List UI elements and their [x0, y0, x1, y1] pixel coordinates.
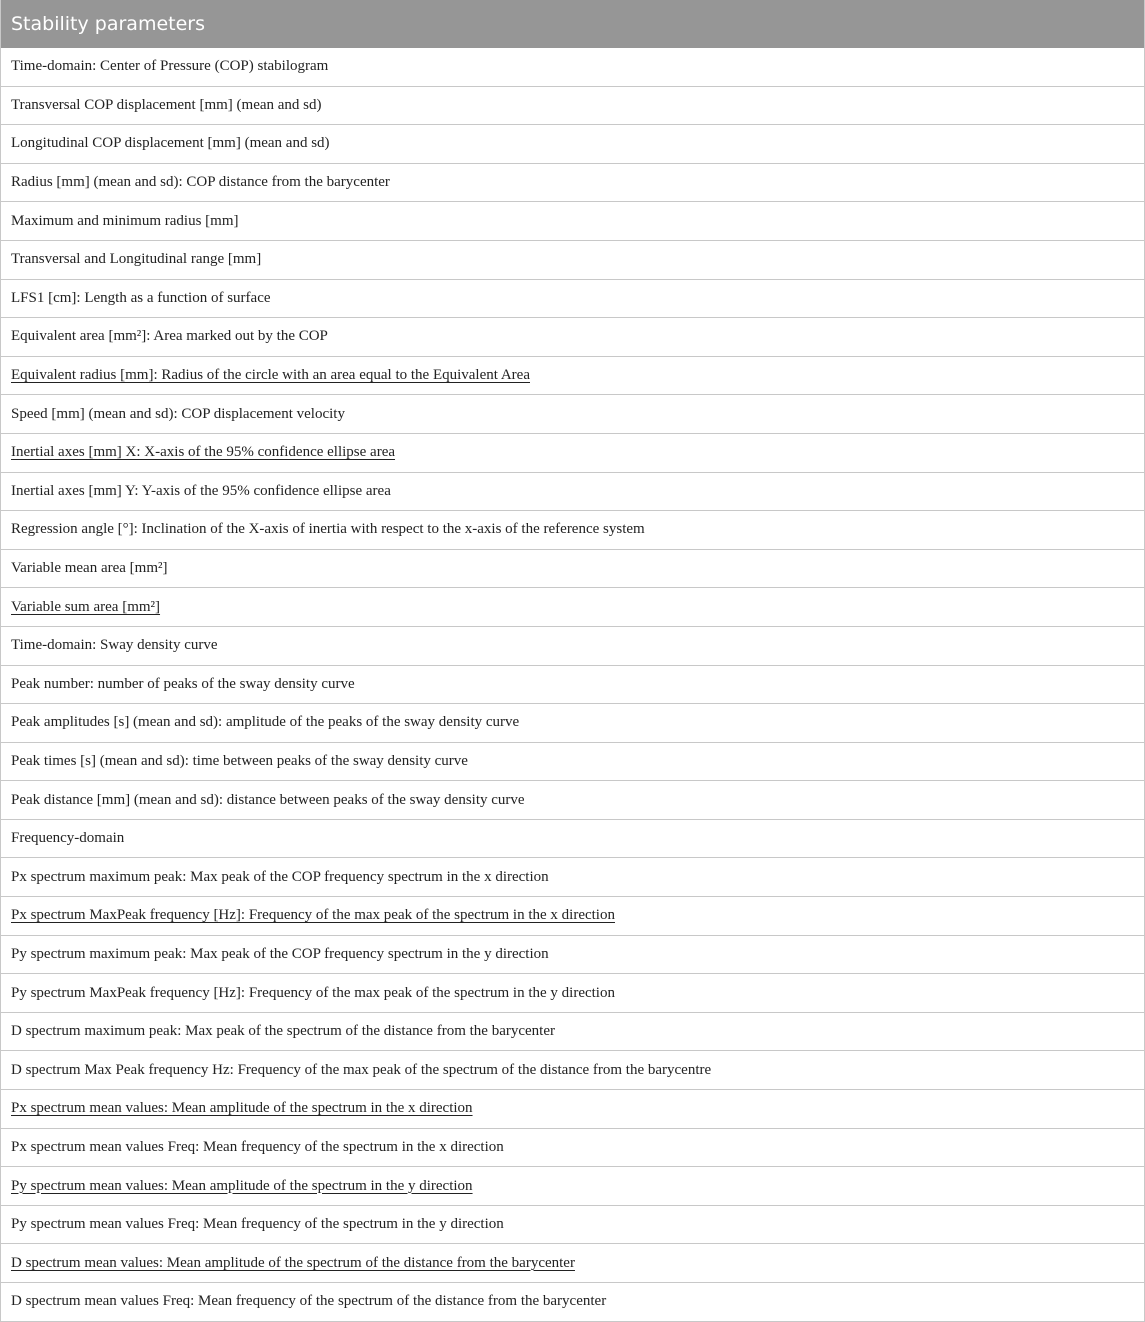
table-row — [1, 627, 1144, 666]
table-row — [1, 1013, 1144, 1052]
table-cell: Radius [mm] (mean and sd): COP distance from the barycenter — [11, 174, 390, 191]
table-cell: D spectrum mean values Freq: Mean frequency of the spectrum of the distance from the barycenter — [11, 1293, 607, 1310]
table-cell: Peak number: number of peaks of the sway density curve — [11, 675, 355, 692]
table-row — [1, 280, 1144, 319]
table-header-label: Stability parameters — [11, 13, 205, 35]
table-row — [1, 897, 1144, 936]
table-row — [1, 1283, 1144, 1322]
table-cell: Inertial axes [mm] X: X-axis of the 95% confidence ellipse area — [11, 444, 396, 461]
table-cell: Regression angle [°]: Inclination of the X-axis of inertia with respect to the x-axis of the reference system — [11, 521, 645, 538]
table-row — [1, 1051, 1144, 1090]
table-cell: Frequency-domain — [11, 830, 125, 847]
table-cell: LFS1 [cm]: Length as a function of surface — [11, 289, 271, 306]
table-row — [1, 743, 1144, 782]
table-cell: Equivalent area [mm²]: Area marked out by the COP — [11, 328, 328, 345]
table-cell: Variable mean area [mm²] — [11, 560, 168, 577]
table-row — [1, 48, 1144, 87]
table-row — [1, 858, 1144, 897]
table-row — [1, 318, 1144, 357]
table-row — [1, 666, 1144, 705]
table-cell: D spectrum mean values: Mean amplitude of the spectrum of the distance from the barycenter — [11, 1254, 575, 1271]
table-cell: Transversal and Longitudinal range [mm] — [11, 251, 262, 268]
table-row — [1, 241, 1144, 280]
table-row — [1, 125, 1144, 164]
table-row — [1, 164, 1144, 203]
table-cell: Longitudinal COP displacement [mm] (mean and sd) — [11, 135, 330, 152]
table-cell: Px spectrum MaxPeak frequency [Hz]: Frequency of the max peak of the spectrum in the x direction — [11, 907, 615, 924]
table-cell: Time-domain: Sway density curve — [11, 637, 218, 654]
table-row — [1, 1206, 1144, 1245]
table-row — [1, 202, 1144, 241]
table-row — [1, 550, 1144, 589]
table-cell: Py spectrum maximum peak: Max peak of the COP frequency spectrum in the y direction — [11, 945, 549, 962]
table-cell: Transversal COP displacement [mm] (mean and sd) — [11, 96, 322, 113]
table-row — [1, 1129, 1144, 1168]
table-row — [1, 1244, 1144, 1283]
table-cell: Py spectrum mean values: Mean amplitude of the spectrum in the y direction — [11, 1177, 473, 1194]
table-cell: D spectrum Max Peak frequency Hz: Frequency of the max peak of the spectrum of the distance from the barycentre — [11, 1061, 712, 1078]
table-cell: Peak times [s] (mean and sd): time between peaks of the sway density curve — [11, 752, 468, 769]
table-cell: Px spectrum maximum peak: Max peak of the COP frequency spectrum in the x direction — [11, 868, 549, 885]
table-row — [1, 588, 1144, 627]
table-row — [1, 936, 1144, 975]
table-row — [1, 395, 1144, 434]
table-body — [1, 48, 1144, 1322]
table-cell: D spectrum maximum peak: Max peak of the spectrum of the distance from the barycenter — [11, 1023, 555, 1040]
table-row — [1, 1090, 1144, 1129]
table-cell: Peak distance [mm] (mean and sd): distance between peaks of the sway density curve — [11, 791, 525, 808]
table-header — [1, 0, 1144, 48]
table-cell: Py spectrum mean values Freq: Mean frequency of the spectrum in the y direction — [11, 1216, 504, 1233]
table-cell: Maximum and minimum radius [mm] — [11, 212, 239, 229]
table-row — [1, 511, 1144, 550]
table-row — [1, 974, 1144, 1013]
table-cell: Px spectrum mean values Freq: Mean frequency of the spectrum in the x direction — [11, 1138, 504, 1155]
table-cell: Equivalent radius [mm]: Radius of the circle with an area equal to the Equivalent Area — [11, 367, 530, 384]
table-cell: Inertial axes [mm] Y: Y-axis of the 95% confidence ellipse area — [11, 482, 391, 499]
table-cell: Px spectrum mean values: Mean amplitude of the spectrum in the x direction — [11, 1100, 473, 1117]
table-row — [1, 434, 1144, 473]
table-row — [1, 820, 1144, 859]
table-cell: Peak amplitudes [s] (mean and sd): amplitude of the peaks of the sway density curve — [11, 714, 520, 731]
table-row — [1, 87, 1144, 126]
table-row — [1, 1167, 1144, 1206]
table-cell: Time-domain: Center of Pressure (COP) stabilogram — [11, 58, 329, 75]
table-row — [1, 704, 1144, 743]
table-cell: Variable sum area [mm²] — [11, 598, 161, 615]
table-cell: Speed [mm] (mean and sd): COP displacement velocity — [11, 405, 345, 422]
table-row — [1, 473, 1144, 512]
table-cell: Py spectrum MaxPeak frequency [Hz]: Frequency of the max peak of the spectrum in the y direction — [11, 984, 615, 1001]
table-row — [1, 357, 1144, 396]
table-row — [1, 781, 1144, 820]
